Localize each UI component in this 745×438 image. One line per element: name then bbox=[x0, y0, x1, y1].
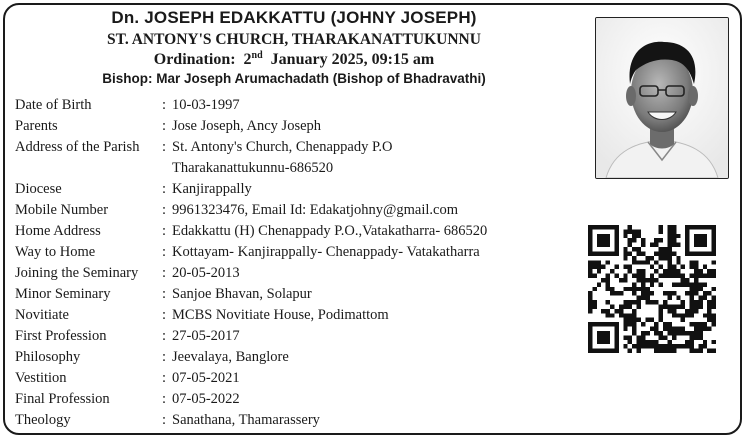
detail-separator: : bbox=[162, 307, 167, 323]
detail-value: 27-05-2017 bbox=[172, 328, 240, 344]
detail-label: Address of the Parish bbox=[15, 139, 140, 155]
detail-label: Philosophy bbox=[15, 349, 81, 365]
detail-separator: : bbox=[162, 244, 167, 260]
detail-separator: : bbox=[162, 118, 167, 134]
ordination-line bbox=[5, 51, 583, 69]
person-portrait-icon bbox=[596, 18, 728, 178]
detail-label: Minor Seminary bbox=[15, 286, 111, 302]
detail-separator: : bbox=[162, 391, 167, 407]
bishop-name: Mar Joseph Arumachadath (Bishop of Bhadravathi) bbox=[156, 71, 486, 86]
detail-separator: : bbox=[162, 181, 167, 197]
detail-separator: : bbox=[162, 286, 167, 302]
detail-label: Novitiate bbox=[15, 307, 69, 323]
detail-separator: : bbox=[162, 412, 167, 428]
deacon-name: Dn. JOSEPH EDAKKATTU (JOHNY JOSEPH) bbox=[111, 8, 477, 27]
detail-label: Parents bbox=[15, 118, 58, 134]
detail-separator: : bbox=[162, 97, 167, 113]
ordination-label: Ordination: bbox=[153, 51, 236, 68]
ordination-day: 2 bbox=[243, 51, 252, 68]
detail-value: Kanjirappally bbox=[172, 181, 252, 197]
detail-label: Joining the Seminary bbox=[15, 265, 139, 281]
ordination-date: January 2025, 09:15 am bbox=[270, 51, 435, 68]
detail-value: 9961323476, Email Id: Edakatjohny@gmail.com bbox=[172, 202, 458, 218]
portrait-photo bbox=[595, 17, 729, 179]
detail-value: Kottayam- Kanjirappally- Chenappady- Vatakatharra bbox=[172, 244, 480, 260]
detail-value: 10-03-1997 bbox=[172, 97, 240, 113]
detail-separator: : bbox=[162, 139, 167, 155]
detail-value: Sanjoe Bhavan, Solapur bbox=[172, 286, 312, 302]
detail-value: MCBS Novitiate House, Podimattom bbox=[172, 307, 389, 323]
detail-label: Home Address bbox=[15, 223, 101, 239]
detail-label: Mobile Number bbox=[15, 202, 109, 218]
detail-label: Vestition bbox=[15, 370, 67, 386]
detail-value: Tharakanattukunnu-686520 bbox=[172, 160, 334, 176]
detail-label: First Profession bbox=[15, 328, 107, 344]
ordination-day-suffix: nd bbox=[251, 50, 263, 61]
detail-value: St. Antony's Church, Chenappady P.O bbox=[172, 139, 393, 155]
qr-code-icon bbox=[588, 225, 716, 353]
detail-separator: : bbox=[162, 370, 167, 386]
detail-value: 20-05-2013 bbox=[172, 265, 240, 281]
detail-value: Edakkattu (H) Chenappady P.O.,Vatakatharra- 686520 bbox=[172, 223, 488, 239]
detail-separator: : bbox=[162, 265, 167, 281]
ordination-card bbox=[3, 3, 742, 435]
detail-separator: : bbox=[162, 202, 167, 218]
detail-value: 07-05-2021 bbox=[172, 370, 240, 386]
detail-value: Jeevalaya, Banglore bbox=[172, 349, 289, 365]
detail-label: Diocese bbox=[15, 181, 62, 197]
detail-value: Sanathana, Thamarassery bbox=[172, 412, 320, 428]
detail-label: Way to Home bbox=[15, 244, 96, 260]
detail-separator: : bbox=[162, 223, 167, 239]
detail-value: 07-05-2022 bbox=[172, 391, 240, 407]
detail-separator: : bbox=[162, 349, 167, 365]
detail-value: Jose Joseph, Ancy Joseph bbox=[172, 118, 322, 134]
detail-label: Theology bbox=[15, 412, 71, 428]
detail-separator: : bbox=[162, 328, 167, 344]
detail-label: Final Profession bbox=[15, 391, 110, 407]
bishop-label: Bishop: bbox=[102, 71, 153, 86]
bishop-line bbox=[5, 71, 583, 86]
church-name: ST. ANTONY'S CHURCH, THARAKANATTUKUNNU bbox=[107, 31, 481, 48]
detail-label: Date of Birth bbox=[15, 97, 92, 113]
